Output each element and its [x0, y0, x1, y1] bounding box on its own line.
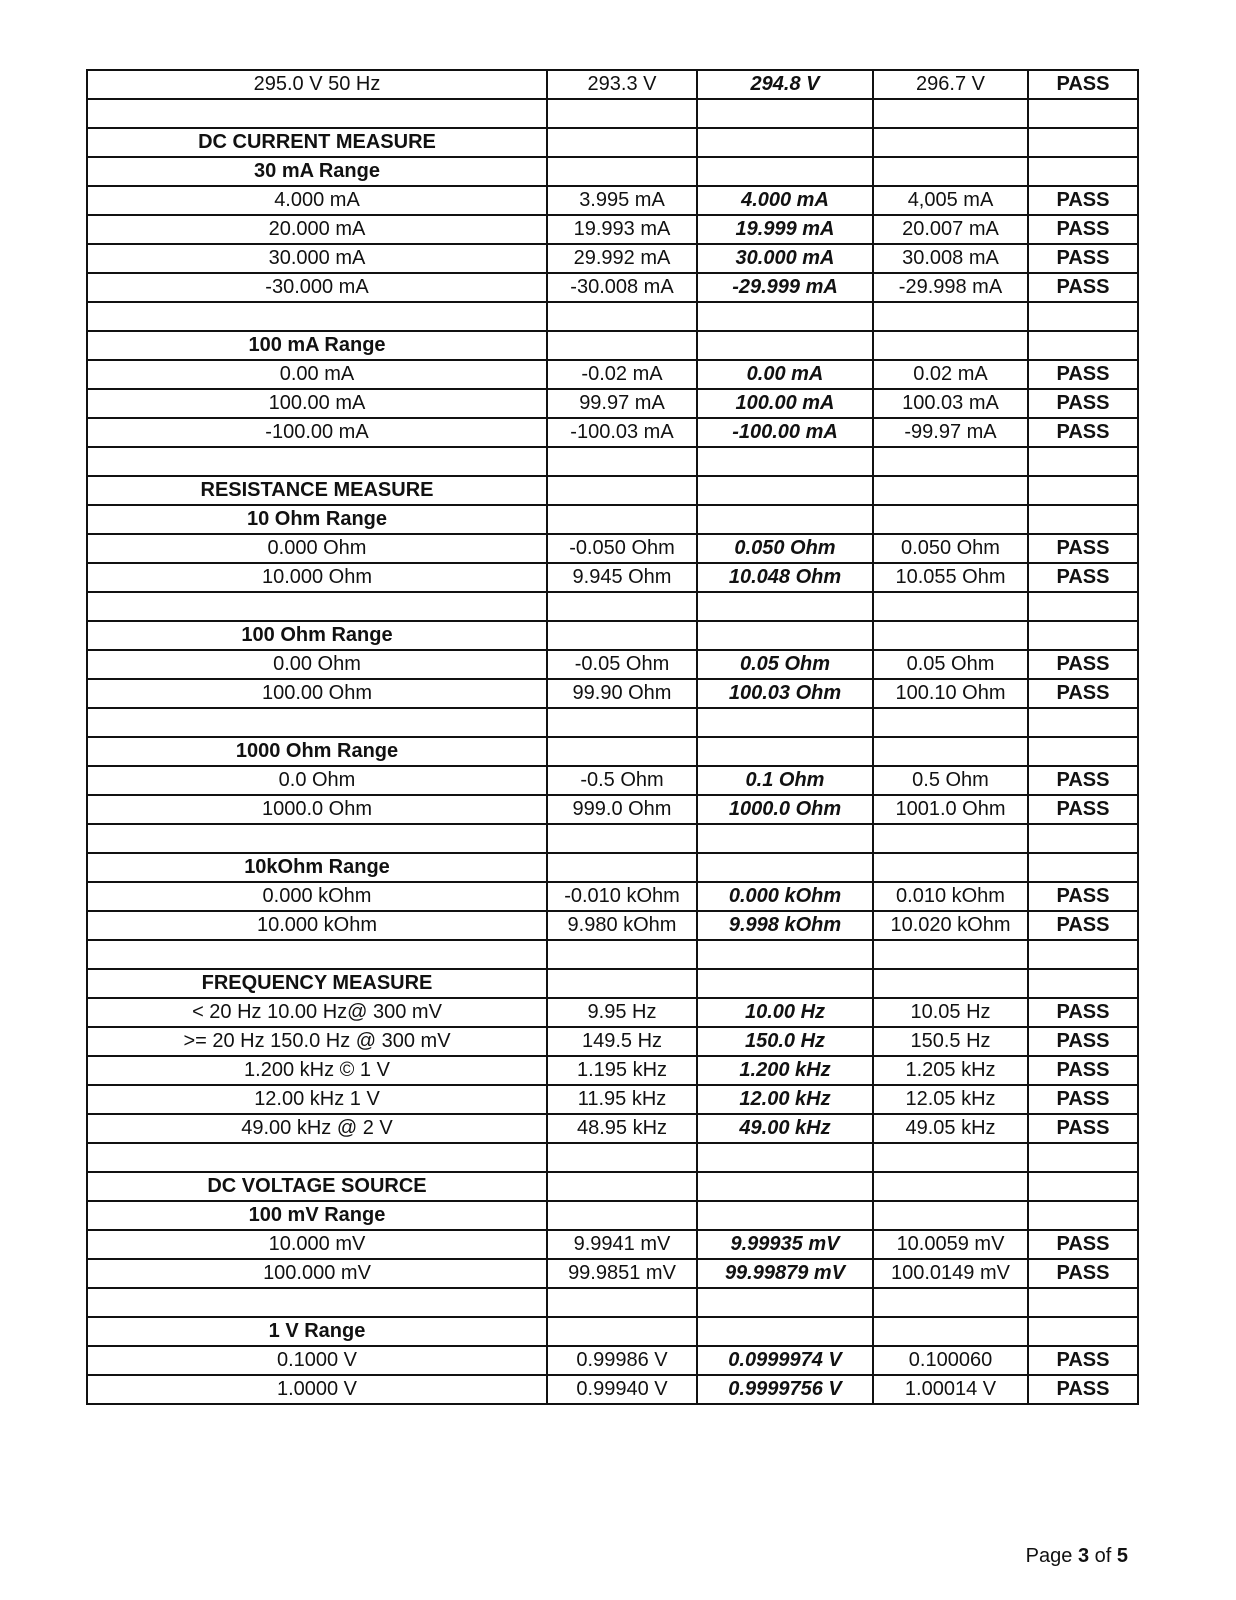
table-row	[87, 534, 1138, 563]
section-header-row	[87, 969, 1138, 998]
measured-cell: 294.8 V	[697, 70, 873, 99]
nominal-cell: -30.000 mA	[87, 273, 547, 302]
high-cell	[873, 447, 1028, 476]
measured-cell	[697, 157, 873, 186]
high-cell	[873, 331, 1028, 360]
high-cell	[873, 737, 1028, 766]
result-cell	[1028, 969, 1138, 998]
low-cell: -0.05 Ohm	[547, 650, 697, 679]
result-cell: PASS	[1028, 215, 1138, 244]
nominal-cell: 1.200 kHz © 1 V	[87, 1056, 547, 1085]
range-header-row	[87, 505, 1138, 534]
result-cell: PASS	[1028, 534, 1138, 563]
nominal-cell: 10kOhm Range	[87, 853, 547, 882]
measured-cell	[697, 621, 873, 650]
measured-cell	[697, 1288, 873, 1317]
measured-cell: 0.05 Ohm	[697, 650, 873, 679]
low-cell: 99.9851 mV	[547, 1259, 697, 1288]
measured-cell: 0.00 mA	[697, 360, 873, 389]
result-cell	[1028, 1172, 1138, 1201]
low-cell: 293.3 V	[547, 70, 697, 99]
low-cell: -0.050 Ohm	[547, 534, 697, 563]
result-cell	[1028, 1143, 1138, 1172]
measured-cell	[697, 128, 873, 157]
low-cell: 0.99986 V	[547, 1346, 697, 1375]
nominal-cell: 0.00 mA	[87, 360, 547, 389]
nominal-cell	[87, 1288, 547, 1317]
high-cell: 4,005 mA	[873, 186, 1028, 215]
nominal-cell: 0.000 kOhm	[87, 882, 547, 911]
high-cell: 0.100060	[873, 1346, 1028, 1375]
low-cell: -0.02 mA	[547, 360, 697, 389]
high-cell	[873, 1172, 1028, 1201]
nominal-cell	[87, 1143, 547, 1172]
result-cell: PASS	[1028, 70, 1138, 99]
page-current: 3	[1077, 1545, 1090, 1567]
high-cell: 1.205 kHz	[873, 1056, 1028, 1085]
nominal-cell: RESISTANCE MEASURE	[87, 476, 547, 505]
measured-cell	[697, 1172, 873, 1201]
table-row	[87, 1027, 1138, 1056]
high-cell	[873, 157, 1028, 186]
high-cell	[873, 99, 1028, 128]
measured-cell: 4.000 mA	[697, 186, 873, 215]
result-cell: PASS	[1028, 244, 1138, 273]
blank-row	[87, 940, 1138, 969]
result-cell: PASS	[1028, 679, 1138, 708]
result-cell	[1028, 505, 1138, 534]
blank-row	[87, 99, 1138, 128]
measured-cell: 1000.0 Ohm	[697, 795, 873, 824]
measured-cell: 99.99879 mV	[697, 1259, 873, 1288]
result-cell	[1028, 737, 1138, 766]
low-cell	[547, 1143, 697, 1172]
result-cell: PASS	[1028, 998, 1138, 1027]
nominal-cell: 0.00 Ohm	[87, 650, 547, 679]
low-cell: 48.95 kHz	[547, 1114, 697, 1143]
range-header-row	[87, 1317, 1138, 1346]
nominal-cell: 4.000 mA	[87, 186, 547, 215]
table-row	[87, 186, 1138, 215]
high-cell: 1.00014 V	[873, 1375, 1028, 1404]
high-cell: 0.010 kOhm	[873, 882, 1028, 911]
measured-cell	[697, 302, 873, 331]
table-row	[87, 244, 1138, 273]
blank-row	[87, 1288, 1138, 1317]
nominal-cell: 100 Ohm Range	[87, 621, 547, 650]
nominal-cell: 1 V Range	[87, 1317, 547, 1346]
low-cell	[547, 1288, 697, 1317]
measured-cell: 49.00 kHz	[697, 1114, 873, 1143]
high-cell: 0.5 Ohm	[873, 766, 1028, 795]
table-row	[87, 418, 1138, 447]
high-cell	[873, 128, 1028, 157]
low-cell	[547, 1172, 697, 1201]
nominal-cell: DC VOLTAGE SOURCE	[87, 1172, 547, 1201]
range-header-row	[87, 853, 1138, 882]
result-cell: PASS	[1028, 1230, 1138, 1259]
nominal-cell: FREQUENCY MEASURE	[87, 969, 547, 998]
result-cell: PASS	[1028, 795, 1138, 824]
result-cell	[1028, 99, 1138, 128]
low-cell: 19.993 mA	[547, 215, 697, 244]
blank-row	[87, 708, 1138, 737]
high-cell: 0.050 Ohm	[873, 534, 1028, 563]
nominal-cell: -100.00 mA	[87, 418, 547, 447]
result-cell: PASS	[1028, 766, 1138, 795]
table-row	[87, 911, 1138, 940]
low-cell	[547, 505, 697, 534]
low-cell: -100.03 mA	[547, 418, 697, 447]
high-cell: 10.0059 mV	[873, 1230, 1028, 1259]
result-cell	[1028, 824, 1138, 853]
nominal-cell: 1000 Ohm Range	[87, 737, 547, 766]
blank-row	[87, 824, 1138, 853]
low-cell	[547, 128, 697, 157]
measured-cell: 19.999 mA	[697, 215, 873, 244]
measured-cell	[697, 1201, 873, 1230]
low-cell: -0.5 Ohm	[547, 766, 697, 795]
high-cell: -99.97 mA	[873, 418, 1028, 447]
high-cell: 20.007 mA	[873, 215, 1028, 244]
high-cell	[873, 708, 1028, 737]
table-row	[87, 273, 1138, 302]
high-cell: 10.05 Hz	[873, 998, 1028, 1027]
low-cell	[547, 737, 697, 766]
result-cell	[1028, 128, 1138, 157]
nominal-cell: 0.1000 V	[87, 1346, 547, 1375]
low-cell	[547, 940, 697, 969]
table-row	[87, 998, 1138, 1027]
measured-cell	[697, 1143, 873, 1172]
nominal-cell	[87, 302, 547, 331]
result-cell: PASS	[1028, 389, 1138, 418]
result-cell	[1028, 447, 1138, 476]
result-cell	[1028, 476, 1138, 505]
high-cell	[873, 1143, 1028, 1172]
measured-cell: 150.0 Hz	[697, 1027, 873, 1056]
calibration-results-body	[87, 70, 1138, 1404]
low-cell	[547, 99, 697, 128]
high-cell	[873, 505, 1028, 534]
nominal-cell	[87, 99, 547, 128]
low-cell	[547, 853, 697, 882]
low-cell	[547, 621, 697, 650]
table-row	[87, 360, 1138, 389]
table-row	[87, 1085, 1138, 1114]
high-cell	[873, 621, 1028, 650]
result-cell: PASS	[1028, 911, 1138, 940]
low-cell: 11.95 kHz	[547, 1085, 697, 1114]
low-cell: 99.90 Ohm	[547, 679, 697, 708]
low-cell: -0.010 kOhm	[547, 882, 697, 911]
high-cell: 100.10 Ohm	[873, 679, 1028, 708]
measured-cell: 10.00 Hz	[697, 998, 873, 1027]
table-row	[87, 882, 1138, 911]
high-cell: 10.020 kOhm	[873, 911, 1028, 940]
high-cell: 0.02 mA	[873, 360, 1028, 389]
measured-cell: 0.050 Ohm	[697, 534, 873, 563]
section-header-row	[87, 476, 1138, 505]
low-cell: 9.95 Hz	[547, 998, 697, 1027]
low-cell: 1.195 kHz	[547, 1056, 697, 1085]
measured-cell: 0.9999756 V	[697, 1375, 873, 1404]
high-cell: 150.5 Hz	[873, 1027, 1028, 1056]
result-cell	[1028, 331, 1138, 360]
high-cell: 0.05 Ohm	[873, 650, 1028, 679]
high-cell: 1001.0 Ohm	[873, 795, 1028, 824]
table-row	[87, 1375, 1138, 1404]
section-header-row	[87, 1172, 1138, 1201]
low-cell: 0.99940 V	[547, 1375, 697, 1404]
low-cell: 99.97 mA	[547, 389, 697, 418]
measured-cell: 0.1 Ohm	[697, 766, 873, 795]
high-cell	[873, 476, 1028, 505]
result-cell	[1028, 1201, 1138, 1230]
range-header-row	[87, 331, 1138, 360]
measured-cell	[697, 708, 873, 737]
low-cell	[547, 476, 697, 505]
high-cell: 296.7 V	[873, 70, 1028, 99]
low-cell	[547, 157, 697, 186]
low-cell: 999.0 Ohm	[547, 795, 697, 824]
table-row	[87, 215, 1138, 244]
nominal-cell	[87, 592, 547, 621]
measured-cell: 9.998 kOhm	[697, 911, 873, 940]
nominal-cell: 100.00 Ohm	[87, 679, 547, 708]
nominal-cell: 49.00 kHz @ 2 V	[87, 1114, 547, 1143]
measured-cell	[697, 940, 873, 969]
nominal-cell: >= 20 Hz 150.0 Hz @ 300 mV	[87, 1027, 547, 1056]
blank-row	[87, 1143, 1138, 1172]
nominal-cell: 100 mV Range	[87, 1201, 547, 1230]
measured-cell	[697, 969, 873, 998]
measured-cell	[697, 476, 873, 505]
low-cell	[547, 447, 697, 476]
table-row	[87, 650, 1138, 679]
measured-cell: 30.000 mA	[697, 244, 873, 273]
low-cell	[547, 708, 697, 737]
range-header-row	[87, 737, 1138, 766]
high-cell	[873, 824, 1028, 853]
nominal-cell	[87, 447, 547, 476]
table-row	[87, 389, 1138, 418]
measured-cell: 1.200 kHz	[697, 1056, 873, 1085]
nominal-cell	[87, 708, 547, 737]
measured-cell	[697, 447, 873, 476]
nominal-cell: 0.000 Ohm	[87, 534, 547, 563]
result-cell	[1028, 940, 1138, 969]
page-word: Page	[1025, 1545, 1073, 1567]
high-cell	[873, 1288, 1028, 1317]
high-cell: 49.05 kHz	[873, 1114, 1028, 1143]
section-header-row	[87, 128, 1138, 157]
range-header-row	[87, 621, 1138, 650]
table-row	[87, 1114, 1138, 1143]
nominal-cell	[87, 940, 547, 969]
table-row	[87, 70, 1138, 99]
measured-cell	[697, 1317, 873, 1346]
low-cell	[547, 1317, 697, 1346]
high-cell	[873, 853, 1028, 882]
blank-row	[87, 592, 1138, 621]
high-cell	[873, 592, 1028, 621]
result-cell	[1028, 1288, 1138, 1317]
range-header-row	[87, 1201, 1138, 1230]
blank-row	[87, 302, 1138, 331]
low-cell	[547, 1201, 697, 1230]
nominal-cell: 20.000 mA	[87, 215, 547, 244]
low-cell	[547, 969, 697, 998]
high-cell	[873, 940, 1028, 969]
nominal-cell: 10.000 Ohm	[87, 563, 547, 592]
high-cell: 30.008 mA	[873, 244, 1028, 273]
measured-cell	[697, 592, 873, 621]
result-cell: PASS	[1028, 1114, 1138, 1143]
low-cell: 29.992 mA	[547, 244, 697, 273]
nominal-cell	[87, 824, 547, 853]
low-cell: 149.5 Hz	[547, 1027, 697, 1056]
result-cell: PASS	[1028, 563, 1138, 592]
calibration-results-table	[86, 69, 1139, 1405]
result-cell: PASS	[1028, 650, 1138, 679]
measured-cell: 10.048 Ohm	[697, 563, 873, 592]
table-row	[87, 679, 1138, 708]
nominal-cell: 100.000 mV	[87, 1259, 547, 1288]
page-number	[1026, 1545, 1128, 1568]
result-cell: PASS	[1028, 1085, 1138, 1114]
low-cell: 3.995 mA	[547, 186, 697, 215]
measured-cell: -29.999 mA	[697, 273, 873, 302]
measured-cell	[697, 737, 873, 766]
result-cell: PASS	[1028, 1375, 1138, 1404]
blank-row	[87, 447, 1138, 476]
result-cell: PASS	[1028, 1056, 1138, 1085]
result-cell	[1028, 621, 1138, 650]
low-cell	[547, 592, 697, 621]
result-cell	[1028, 1317, 1138, 1346]
nominal-cell: DC CURRENT MEASURE	[87, 128, 547, 157]
result-cell: PASS	[1028, 418, 1138, 447]
table-row	[87, 795, 1138, 824]
high-cell: -29.998 mA	[873, 273, 1028, 302]
high-cell	[873, 969, 1028, 998]
measured-cell: 0.0999974 V	[697, 1346, 873, 1375]
range-header-row	[87, 157, 1138, 186]
table-row	[87, 1056, 1138, 1085]
measured-cell: 9.99935 mV	[697, 1230, 873, 1259]
low-cell	[547, 302, 697, 331]
nominal-cell: 10.000 mV	[87, 1230, 547, 1259]
measured-cell: -100.00 mA	[697, 418, 873, 447]
result-cell: PASS	[1028, 273, 1138, 302]
measured-cell	[697, 853, 873, 882]
nominal-cell: 30 mA Range	[87, 157, 547, 186]
table-row	[87, 563, 1138, 592]
result-cell: PASS	[1028, 1027, 1138, 1056]
low-cell: 9.9941 mV	[547, 1230, 697, 1259]
table-row	[87, 1346, 1138, 1375]
nominal-cell: 30.000 mA	[87, 244, 547, 273]
high-cell: 10.055 Ohm	[873, 563, 1028, 592]
low-cell: -30.008 mA	[547, 273, 697, 302]
low-cell: 9.945 Ohm	[547, 563, 697, 592]
measured-cell	[697, 824, 873, 853]
low-cell	[547, 331, 697, 360]
result-cell	[1028, 708, 1138, 737]
high-cell: 100.03 mA	[873, 389, 1028, 418]
nominal-cell: 100 mA Range	[87, 331, 547, 360]
nominal-cell: 1000.0 Ohm	[87, 795, 547, 824]
result-cell	[1028, 302, 1138, 331]
table-row	[87, 1259, 1138, 1288]
result-cell: PASS	[1028, 186, 1138, 215]
result-cell: PASS	[1028, 1259, 1138, 1288]
high-cell	[873, 302, 1028, 331]
result-cell	[1028, 592, 1138, 621]
page-of: of	[1094, 1545, 1112, 1567]
page-total: 5	[1116, 1545, 1128, 1567]
measured-cell: 100.00 mA	[697, 389, 873, 418]
result-cell	[1028, 853, 1138, 882]
result-cell	[1028, 157, 1138, 186]
low-cell: 9.980 kOhm	[547, 911, 697, 940]
measured-cell: 0.000 kOhm	[697, 882, 873, 911]
table-row	[87, 1230, 1138, 1259]
measured-cell	[697, 99, 873, 128]
nominal-cell: 0.0 Ohm	[87, 766, 547, 795]
measured-cell	[697, 505, 873, 534]
nominal-cell: 12.00 kHz 1 V	[87, 1085, 547, 1114]
measured-cell	[697, 331, 873, 360]
nominal-cell: 10 Ohm Range	[87, 505, 547, 534]
high-cell: 12.05 kHz	[873, 1085, 1028, 1114]
result-cell: PASS	[1028, 360, 1138, 389]
nominal-cell: < 20 Hz 10.00 Hz@ 300 mV	[87, 998, 547, 1027]
low-cell	[547, 824, 697, 853]
measured-cell: 12.00 kHz	[697, 1085, 873, 1114]
nominal-cell: 295.0 V 50 Hz	[87, 70, 547, 99]
high-cell	[873, 1201, 1028, 1230]
high-cell	[873, 1317, 1028, 1346]
measured-cell: 100.03 Ohm	[697, 679, 873, 708]
table-row	[87, 766, 1138, 795]
result-cell: PASS	[1028, 1346, 1138, 1375]
high-cell: 100.0149 mV	[873, 1259, 1028, 1288]
result-cell: PASS	[1028, 882, 1138, 911]
nominal-cell: 1.0000 V	[87, 1375, 547, 1404]
nominal-cell: 100.00 mA	[87, 389, 547, 418]
nominal-cell: 10.000 kOhm	[87, 911, 547, 940]
